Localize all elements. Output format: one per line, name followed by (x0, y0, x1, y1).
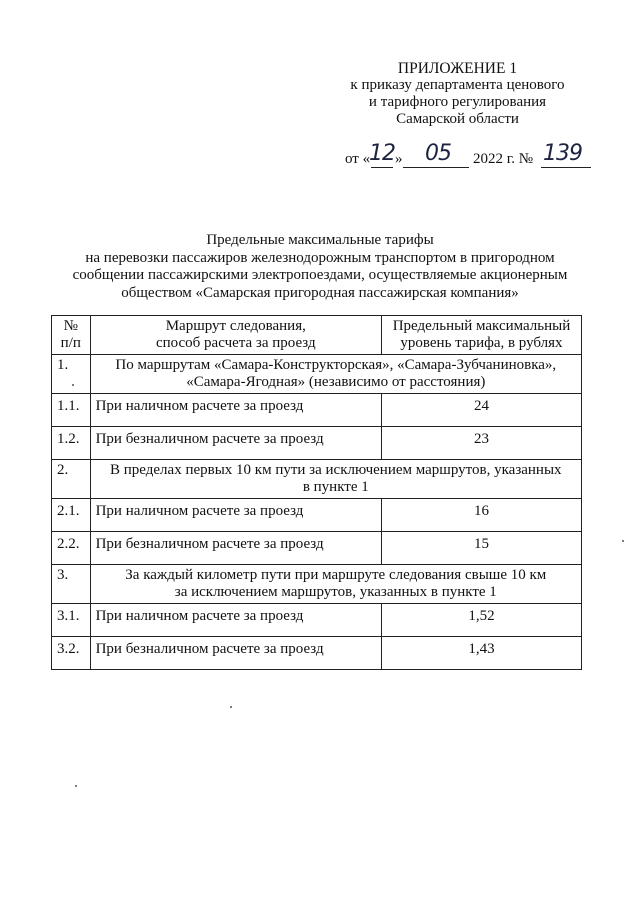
header-route-line: Маршрут следования, (165, 318, 306, 334)
section-description (90, 565, 581, 604)
section-description-line: в пункте 1 (302, 479, 369, 495)
section-description-line: По маршрутам «Самара-Конструкторская», «Самара-Зубчаниновка», (115, 357, 557, 373)
item-route: При наличном расчете за проезд (90, 604, 381, 637)
scan-speck (72, 384, 74, 386)
item-num: 3.1. (52, 604, 91, 637)
item-route: При наличном расчете за проезд (90, 394, 381, 427)
item-num: 3.2. (52, 637, 91, 670)
item-tariff-value: 1,43 (381, 637, 581, 670)
item-route: При безналичном расчете за проезд (90, 637, 381, 670)
appendix-line: и тарифного регулирования (368, 94, 547, 110)
item-tariff-value: 16 (381, 499, 581, 532)
table-row (52, 532, 582, 565)
order-date-number-line (345, 141, 605, 171)
section-description-line: «Самара-Ягодная» (независимо от расстояния) (186, 374, 486, 390)
table-row (52, 604, 582, 637)
scan-speck (622, 540, 624, 542)
header-route-line: способ расчета за проезд (155, 335, 316, 351)
section-description-line: В пределах первых 10 км пути за исключением маршрутов, указанных (110, 462, 562, 478)
day-underline (371, 167, 393, 168)
header-tariff-line: Предельный максимальный (392, 318, 571, 334)
item-route: При безналичном расчете за проезд (90, 427, 381, 460)
item-num: 2.2. (52, 532, 91, 565)
section-description-line: За каждый километр пути при маршруте следования свыше 10 км (125, 567, 547, 583)
item-route: При наличном расчете за проезд (90, 499, 381, 532)
table-row (52, 394, 582, 427)
item-tariff-value: 1,52 (381, 604, 581, 637)
order-day-handwritten: 12 (369, 141, 395, 166)
item-route: При безналичном расчете за проезд (90, 532, 381, 565)
section-num: 1. (52, 355, 91, 394)
header-num (52, 316, 91, 355)
month-underline (403, 167, 469, 168)
table-section-row (52, 355, 582, 394)
table-section-row (52, 565, 582, 604)
table-section-row (52, 460, 582, 499)
appendix-block (330, 60, 585, 128)
document-title-line: на перевозки пассажиров железнодорожным транспортом в пригородном (85, 249, 555, 266)
order-month-handwritten: 05 (425, 141, 451, 166)
item-tariff-value: 23 (381, 427, 581, 460)
order-number-handwritten: 139 (543, 141, 582, 166)
item-num: 1.1. (52, 394, 91, 427)
item-tariff-value: 15 (381, 532, 581, 565)
appendix-line: Самарской области (396, 111, 519, 127)
header-num-line: № (63, 318, 78, 334)
appendix-title: ПРИЛОЖЕНИЕ 1 (397, 60, 518, 77)
section-description (90, 355, 581, 394)
document-title-line: сообщении пассажирскими электропоездами, осуществляемые акционерным (72, 267, 568, 283)
table-row (52, 427, 582, 460)
document-title-line: обществом «Самарская пригородная пассажирская компания» (121, 284, 519, 301)
document-title-line: Предельные максимальные тарифы (206, 232, 434, 248)
section-num: 3. (52, 565, 91, 604)
section-num: 2. (52, 460, 91, 499)
item-num: 2.1. (52, 499, 91, 532)
order-close-quote: » (395, 151, 403, 167)
order-year-text: 2022 г. № (473, 151, 534, 167)
document-title (40, 232, 600, 302)
scan-speck (230, 706, 232, 708)
table-row (52, 499, 582, 532)
order-prefix: от « (345, 151, 371, 167)
table-header-row (52, 316, 582, 355)
appendix-line: к приказу департамента ценового (350, 77, 565, 93)
tariffs-table (51, 315, 582, 670)
item-tariff-value: 24 (381, 394, 581, 427)
number-underline (541, 167, 591, 168)
section-description (90, 460, 581, 499)
header-tariff-line: уровень тарифа, в рублях (400, 335, 563, 351)
scan-speck (75, 785, 77, 787)
item-num: 1.2. (52, 427, 91, 460)
header-route (90, 316, 381, 355)
header-num-line: п/п (60, 335, 81, 351)
header-tariff (381, 316, 581, 355)
section-description-line: за исключением маршрутов, указанных в пункте 1 (174, 584, 497, 600)
table-row (52, 637, 582, 670)
